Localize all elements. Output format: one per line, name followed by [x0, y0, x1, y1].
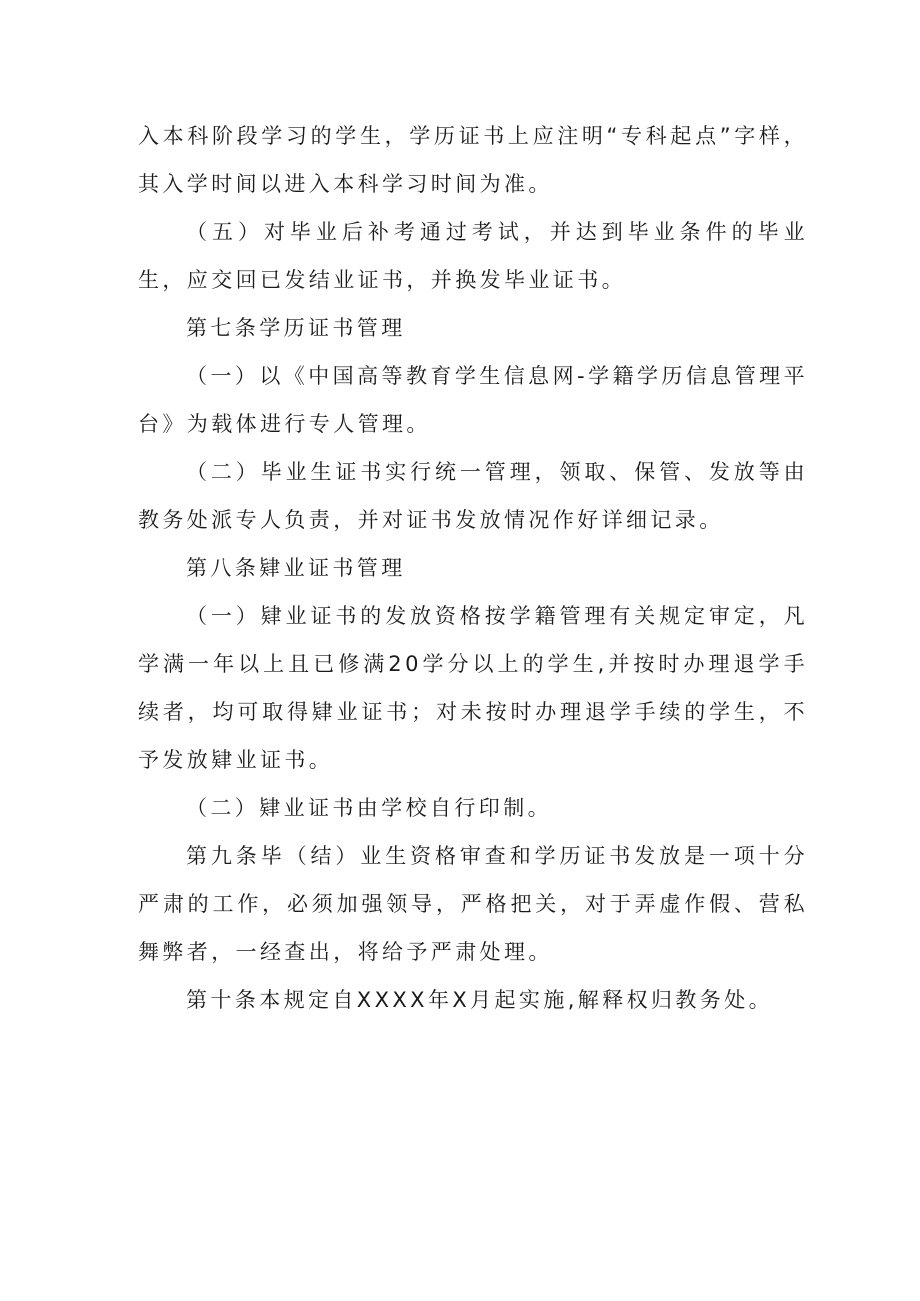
- paragraph-article7-item2: （二）毕业生证书实行统一管理，领取、保管、发放等由教务处派专人负责，并对证书发放情况作好详细记录。: [138, 460, 808, 532]
- heading-article7: 第七条学历证书管理: [186, 316, 406, 340]
- heading-article8: 第八条肄业证书管理: [186, 556, 406, 580]
- paragraph-article6-item5: （五）对毕业后补考通过考试，并达到毕业条件的毕业生，应交回已发结业证书，并换发毕业证书。: [138, 220, 808, 292]
- paragraph-article9: 第九条毕（结）业生资格审查和学历证书发放是一项十分严肃的工作，必须加强领导，严格把关，对于弄虚作假、营私舞弊者，一经查出，将给予严肃处理。: [138, 844, 808, 964]
- paragraph-article8-item1: （一）肄业证书的发放资格按学籍管理有关规定审定，凡学满一年以上且已修满20学分以上的学生,并按时办理退学手续者，均可取得肄业证书；对未按时办理退学手续的学生，不予发放肄业证书。: [138, 604, 808, 772]
- paragraph-article8-item2: （二）肄业证书由学校自行印制。: [186, 796, 552, 820]
- paragraph-article7-item1: （一）以《中国高等教育学生信息网-学籍学历信息管理平台》为载体进行专人管理。: [138, 364, 808, 436]
- paragraph-article10: 第十条本规定自XXXX年X月起实施,解释权归教务处。: [186, 988, 774, 1012]
- paragraph-continuation: 入本科阶段学习的学生，学历证书上应注明“专科起点”字样，其入学时间以进入本科学习时间为准。: [138, 124, 808, 196]
- document-body: [138, 112, 808, 1024]
